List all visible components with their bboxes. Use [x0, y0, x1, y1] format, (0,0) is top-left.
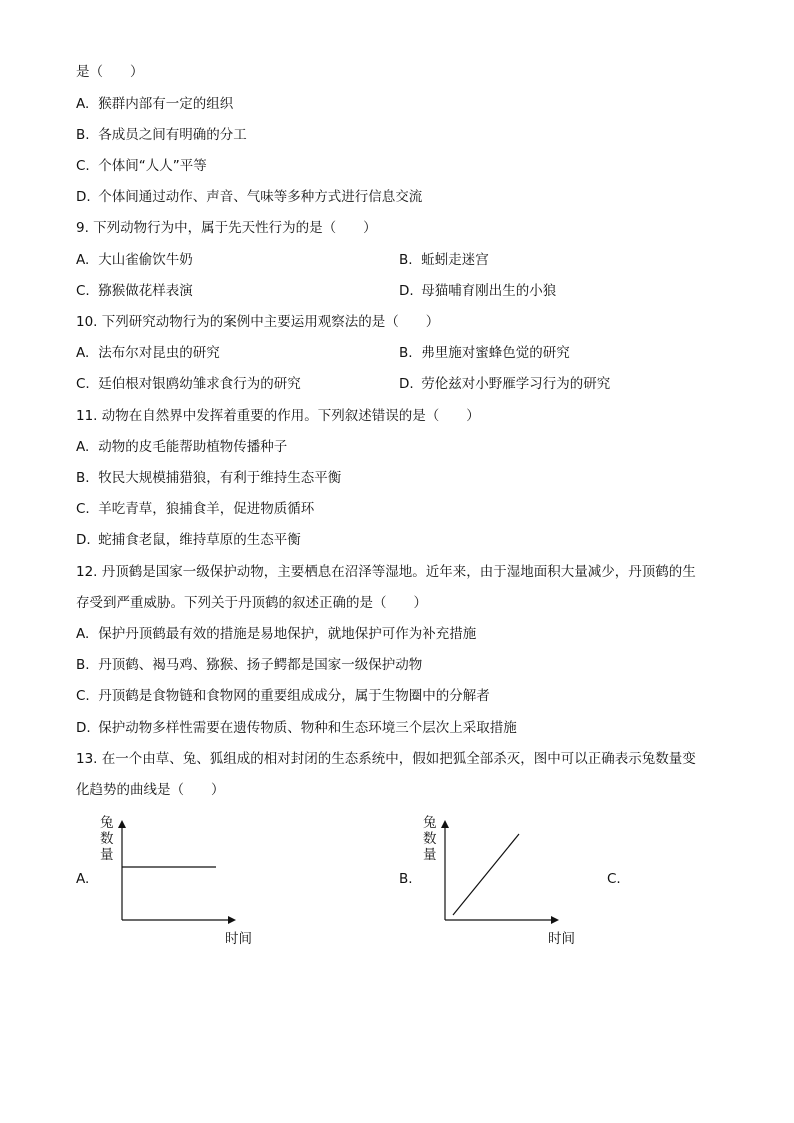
option-text: 弗里施对蜜蜂色觉的研究	[421, 345, 570, 361]
q10-option-d	[399, 374, 610, 394]
option-text: 保护动物多样性需要在遗传物质、物种和生态环境三个层次上采取措施	[98, 720, 517, 736]
q11-option-a	[76, 437, 287, 457]
q11-stem: 11. 动物在自然界中发挥着重要的作用。下列叙述错误的是（ ）	[76, 408, 480, 424]
option-text: 廷伯根对银鸥幼雏求食行为的研究	[98, 376, 301, 392]
option-text: 劳伦兹对小野雁学习行为的研究	[421, 376, 611, 392]
option-label: B.	[399, 252, 413, 268]
graph-a-ylabel: 兔数量	[100, 815, 114, 863]
option-label: C.	[76, 501, 90, 517]
q10-option-c	[76, 374, 301, 394]
q11-option-c	[76, 499, 314, 519]
q12-option-c	[76, 686, 490, 706]
graph-a-label: A.	[76, 871, 90, 887]
option-text: 保护丹顶鹤最有效的措施是易地保护，就地保护可作为补充措施	[98, 626, 477, 642]
graph-a-xlabel: 时间	[225, 931, 252, 947]
option-text: 蚯蚓走迷宫	[421, 252, 489, 268]
q12-stem-line2: 存受到严重威胁。下列关于丹顶鹤的叙述正确的是（ ）	[76, 595, 427, 611]
q8-option-d	[76, 187, 422, 207]
option-label: A.	[76, 345, 90, 361]
graph-a-x-arrow	[228, 916, 236, 924]
option-label: D.	[399, 283, 414, 299]
q8-option-a	[76, 94, 233, 114]
option-text: 丹顶鹤是食物链和食物网的重要组成成分，属于生物圈中的分解者	[98, 688, 490, 704]
option-text: 动物的皮毛能帮助植物传播种子	[98, 439, 288, 455]
option-label: B.	[76, 657, 90, 673]
option-text: 个体间通过动作、声音、气味等多种方式进行信息交流	[98, 189, 423, 205]
option-text: 母猫哺育刚出生的小狼	[421, 283, 557, 299]
q13-stem-line1: 13. 在一个由草、兔、狐组成的相对封闭的生态系统中，假如把狐全部杀灭，图中可以正确表示兔数量变	[76, 751, 696, 767]
graph-b-ylabel: 兔数量	[423, 815, 437, 863]
option-label: A.	[76, 252, 90, 268]
option-label: A.	[76, 96, 90, 112]
q12-stem-line1: 12. 丹顶鹤是国家一级保护动物，主要栖息在沼泽等湿地。近年来，由于湿地面积大量减少，丹顶鹤的生	[76, 564, 696, 580]
q12-option-d	[76, 718, 517, 738]
option-text: 各成员之间有明确的分工	[98, 127, 247, 143]
option-label: A.	[76, 626, 90, 642]
q9-stem: 9. 下列动物行为中，属于先天性行为的是（ ）	[76, 220, 377, 236]
q10-option-b	[399, 343, 570, 363]
graph-b-x-arrow	[551, 916, 559, 924]
option-text: 个体间“人人”平等	[98, 158, 207, 174]
q12-option-a	[76, 624, 476, 644]
q11-option-b	[76, 468, 341, 488]
option-label: D.	[76, 532, 91, 548]
graph-a-svg	[110, 818, 240, 928]
option-label: C.	[76, 376, 90, 392]
option-label: D.	[76, 189, 91, 205]
option-text: 大山雀偷饮牛奶	[98, 252, 193, 268]
option-text: 牧民大规模捕猎狼，有利于维持生态平衡	[98, 470, 342, 486]
option-label: B.	[399, 345, 413, 361]
graph-b-xlabel: 时间	[548, 931, 575, 947]
option-label: D.	[399, 376, 414, 392]
q10-stem: 10. 下列研究动物行为的案例中主要运用观察法的是（ ）	[76, 314, 440, 330]
q13-stem-line2: 化趋势的曲线是（ ）	[76, 782, 225, 798]
graph-c-label: C.	[607, 871, 621, 887]
q11-option-d	[76, 530, 301, 550]
option-label: D.	[76, 720, 91, 736]
q9-option-d	[399, 281, 556, 301]
option-text: 法布尔对昆虫的研究	[98, 345, 220, 361]
q9-option-a	[76, 250, 193, 270]
q8-option-b	[76, 125, 247, 145]
option-label: B.	[76, 127, 90, 143]
graph-b-svg	[433, 818, 563, 928]
q10-option-a	[76, 343, 220, 363]
option-text: 猴群内部有一定的组织	[98, 96, 234, 112]
option-label: B.	[76, 470, 90, 486]
graph-b-label: B.	[399, 871, 413, 887]
option-label: A.	[76, 439, 90, 455]
option-label: C.	[76, 158, 90, 174]
graph-a	[110, 818, 240, 932]
q8-stem-tail: 是（ ）	[76, 64, 144, 80]
graph-a-y-arrow	[118, 820, 126, 828]
q8-option-c	[76, 156, 207, 176]
option-text: 蛇捕食老鼠，维持草原的生态平衡	[98, 532, 301, 548]
graph-b	[433, 818, 563, 932]
graph-b-curve	[453, 834, 519, 915]
q12-option-b	[76, 655, 422, 675]
q9-option-b	[399, 250, 489, 270]
option-text: 丹顶鹤、褐马鸡、猕猴、扬子鳄都是国家一级保护动物	[98, 657, 423, 673]
option-text: 羊吃青草，狼捕食羊，促进物质循环	[98, 501, 315, 517]
option-label: C.	[76, 283, 90, 299]
option-label: C.	[76, 688, 90, 704]
graph-b-y-arrow	[441, 820, 449, 828]
q9-option-c	[76, 281, 193, 301]
option-text: 猕猴做花样表演	[98, 283, 193, 299]
